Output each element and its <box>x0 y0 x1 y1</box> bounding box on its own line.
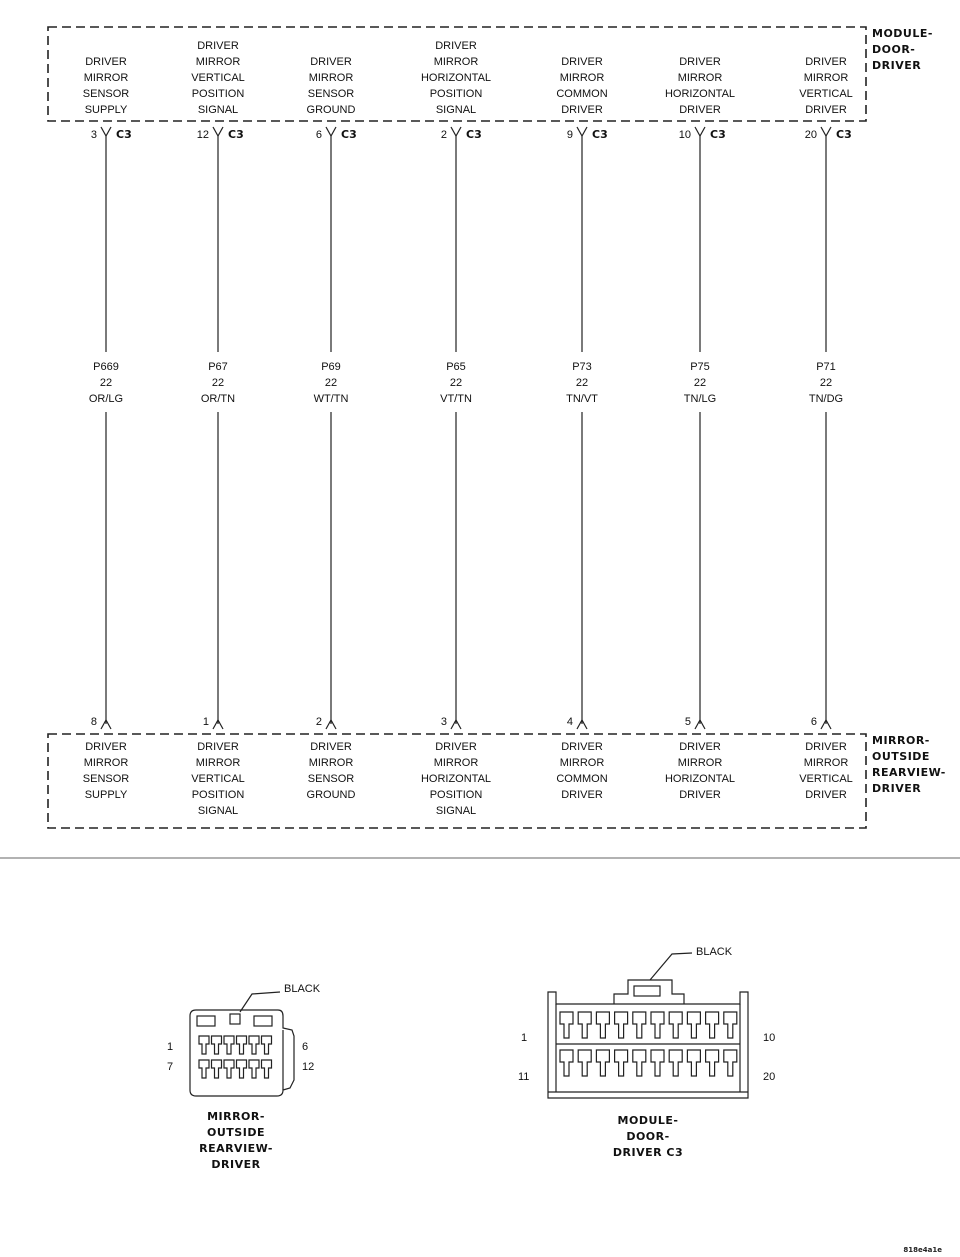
bottom-function-label: DRIVER <box>85 741 127 753</box>
mirror-pin-7-label: 7 <box>167 1061 174 1073</box>
top-module-name-2: DOOR- <box>872 43 916 56</box>
top-terminal-symbol <box>213 127 223 136</box>
wire-gauge: 22 <box>211 377 225 389</box>
bottom-function-label: DRIVER <box>561 789 603 801</box>
bottom-module-name-1: MIRROR- <box>872 734 930 747</box>
top-function-label: VERTICAL <box>191 72 245 84</box>
module-view-title-1: MODULE- <box>617 1114 679 1127</box>
top-module-name-1: MODULE- <box>872 27 933 40</box>
top-pin-number: 9 <box>566 129 573 141</box>
circuit-number: P69 <box>321 361 341 373</box>
top-function-label: POSITION <box>191 88 245 100</box>
mirror-pin-12-label: 12 <box>302 1061 315 1073</box>
bottom-pin-number: 6 <box>810 716 817 728</box>
module-pin-10-label: 10 <box>763 1032 776 1044</box>
module-cavity <box>560 1012 573 1038</box>
module-cavity <box>687 1012 700 1038</box>
top-function-label: COMMON <box>556 88 608 100</box>
bottom-function-label: MIRROR <box>677 757 723 769</box>
mirror-color-callout-line <box>240 992 280 1012</box>
module-cavity <box>615 1012 628 1038</box>
module-cavity <box>669 1012 682 1038</box>
bottom-function-label: DRIVER <box>561 741 603 753</box>
top-function-label: DRIVER <box>310 56 352 68</box>
bottom-function-label: MIRROR <box>308 757 354 769</box>
wire-gauge: 22 <box>575 377 589 389</box>
bottom-module-name-2: OUTSIDE <box>872 750 930 763</box>
mirror-view-title-2: OUTSIDE <box>207 1126 265 1139</box>
module-color-callout-line <box>650 953 692 980</box>
circuit-number: P65 <box>446 361 466 373</box>
wire-color: OR/LG <box>88 393 124 405</box>
mirror-outside-rearview-driver-title <box>872 734 946 795</box>
top-function-label: DRIVER <box>197 40 239 52</box>
circuit-6 <box>665 56 735 801</box>
top-pin-number: 20 <box>804 129 817 141</box>
mirror-color-label: BLACK <box>284 983 321 995</box>
bottom-function-label: DRIVER <box>679 789 721 801</box>
connector-id: C3 <box>466 128 482 141</box>
top-terminal-symbol <box>326 127 336 136</box>
top-function-label: SENSOR <box>82 88 130 100</box>
module-cavity <box>669 1050 682 1076</box>
top-function-label: DRIVER <box>679 56 721 68</box>
wire-color: TN/DG <box>808 393 844 405</box>
module-cavity <box>706 1050 719 1076</box>
wire-color: TN/LG <box>683 393 717 405</box>
bottom-function-label: VERTICAL <box>799 773 853 785</box>
top-pin-number: 2 <box>440 129 447 141</box>
circuit-4 <box>421 40 491 817</box>
module-pin-20-label: 20 <box>763 1071 776 1083</box>
mirror-view-title-4: DRIVER <box>211 1158 261 1171</box>
wire-gauge: 22 <box>324 377 338 389</box>
mirror-view-title-3: REARVIEW- <box>199 1142 273 1155</box>
top-function-label: DRIVER <box>435 40 477 52</box>
mirror-cavity <box>249 1036 259 1054</box>
module-cavity <box>651 1050 664 1076</box>
bottom-function-label: DRIVER <box>310 741 352 753</box>
module-color-label: BLACK <box>696 946 733 958</box>
top-function-label: SENSOR <box>307 88 355 100</box>
top-pin-number: 3 <box>90 129 97 141</box>
top-function-label: HORIZONTAL <box>420 72 492 84</box>
module-view-title-3: DRIVER C3 <box>612 1146 684 1159</box>
mirror-cavity <box>237 1036 247 1054</box>
circuit-number: P71 <box>816 361 836 373</box>
top-function-label: MIRROR <box>433 56 479 68</box>
circuit-columns <box>83 40 853 817</box>
top-pin-number: 10 <box>678 129 691 141</box>
module-connector-latch <box>614 980 684 1004</box>
bottom-pin-number: 3 <box>440 716 447 728</box>
module-c3-connector-view <box>518 946 775 1159</box>
bottom-function-label: SUPPLY <box>84 789 128 801</box>
bottom-function-label: SENSOR <box>82 773 130 785</box>
circuit-number: P75 <box>690 361 710 373</box>
bottom-function-label: SIGNAL <box>197 805 239 817</box>
top-function-label: DRIVER <box>805 104 847 116</box>
mirror-latch-right <box>254 1016 272 1026</box>
bottom-function-label: MIRROR <box>433 757 479 769</box>
module-pin-1-label: 1 <box>521 1032 528 1044</box>
top-function-label: MIRROR <box>195 56 241 68</box>
bottom-function-label: DRIVER <box>805 741 847 753</box>
wire-gauge: 22 <box>449 377 463 389</box>
figure-id: 818e4a1e <box>903 1246 942 1254</box>
bottom-function-label: DRIVER <box>435 741 477 753</box>
top-terminal-symbol <box>101 127 111 136</box>
mirror-connector-view <box>167 983 321 1171</box>
top-module-name-3: DRIVER <box>872 59 922 72</box>
circuit-number: P67 <box>208 361 228 373</box>
bottom-pin-number: 1 <box>202 716 209 728</box>
connector-id: C3 <box>592 128 608 141</box>
top-function-label: DRIVER <box>679 104 721 116</box>
bottom-function-label: POSITION <box>429 789 483 801</box>
top-function-label: MIRROR <box>677 72 723 84</box>
module-cavity <box>724 1012 737 1038</box>
circuit-number: P669 <box>93 361 119 373</box>
module-connector-latch-slot <box>634 986 660 996</box>
module-connector-body <box>548 992 748 1098</box>
top-function-label: HORIZONTAL <box>664 88 736 100</box>
module-cavity <box>651 1012 664 1038</box>
mirror-cavity <box>199 1036 209 1054</box>
bottom-pin-number: 2 <box>315 716 322 728</box>
connector-id: C3 <box>710 128 726 141</box>
mirror-cavities <box>199 1036 272 1078</box>
mirror-latch-left <box>197 1016 215 1026</box>
circuit-1 <box>83 56 132 801</box>
connector-id: C3 <box>836 128 852 141</box>
bottom-function-label: VERTICAL <box>191 773 245 785</box>
top-function-label: DRIVER <box>561 104 603 116</box>
bottom-function-label: DRIVER <box>805 789 847 801</box>
top-function-label: DRIVER <box>561 56 603 68</box>
module-pin-11-label: 11 <box>518 1071 530 1083</box>
top-terminal-symbol <box>577 127 587 136</box>
bottom-function-label: DRIVER <box>197 741 239 753</box>
top-function-label: SUPPLY <box>84 104 128 116</box>
bottom-pin-number: 5 <box>684 716 691 728</box>
bottom-function-label: SIGNAL <box>435 805 477 817</box>
wire-color: VT/TN <box>440 393 472 405</box>
module-cavity <box>578 1012 591 1038</box>
connector-id: C3 <box>341 128 357 141</box>
bottom-function-label: HORIZONTAL <box>420 773 492 785</box>
top-function-label: MIRROR <box>308 72 354 84</box>
module-cavity <box>596 1012 609 1038</box>
module-cavity <box>633 1012 646 1038</box>
module-cavity <box>687 1050 700 1076</box>
module-cavity <box>633 1050 646 1076</box>
mirror-cavity <box>224 1036 234 1054</box>
circuit-number: P73 <box>572 361 592 373</box>
circuit-7 <box>799 56 853 801</box>
bottom-function-label: GROUND <box>306 789 356 801</box>
mirror-pin-1-label: 1 <box>167 1041 174 1053</box>
top-pin-number: 12 <box>196 129 209 141</box>
bottom-module-name-3: REARVIEW- <box>872 766 946 779</box>
mirror-view-title-1: MIRROR- <box>207 1110 265 1123</box>
circuit-3 <box>307 56 357 801</box>
top-function-label: MIRROR <box>559 72 605 84</box>
bottom-function-label: DRIVER <box>679 741 721 753</box>
top-function-label: DRIVER <box>85 56 127 68</box>
bottom-function-label: HORIZONTAL <box>664 773 736 785</box>
circuit-2 <box>191 40 245 817</box>
bottom-module-name-4: DRIVER <box>872 782 922 795</box>
top-pin-number: 6 <box>315 129 322 141</box>
mirror-key <box>230 1014 240 1024</box>
top-function-label: VERTICAL <box>799 88 853 100</box>
connector-id: C3 <box>228 128 244 141</box>
module-cavity <box>578 1050 591 1076</box>
bottom-pin-number: 8 <box>90 716 97 728</box>
wire-color: TN/VT <box>566 393 598 405</box>
top-function-label: SIGNAL <box>435 104 477 116</box>
module-cavity <box>706 1012 719 1038</box>
top-terminal-symbol <box>821 127 831 136</box>
bottom-function-label: SENSOR <box>307 773 355 785</box>
mirror-cavity <box>199 1060 209 1078</box>
bottom-function-label: COMMON <box>556 773 608 785</box>
module-cavity <box>596 1050 609 1076</box>
wire-gauge: 22 <box>819 377 833 389</box>
module-cavity <box>724 1050 737 1076</box>
mirror-cavity <box>237 1060 247 1078</box>
module-door-driver-title <box>872 27 933 72</box>
mirror-pin-6-label: 6 <box>302 1041 309 1053</box>
bottom-function-label: MIRROR <box>195 757 241 769</box>
mirror-cavity <box>224 1060 234 1078</box>
bottom-function-label: MIRROR <box>803 757 849 769</box>
mirror-cavity <box>262 1036 272 1054</box>
bottom-function-label: MIRROR <box>83 757 129 769</box>
bottom-pin-number: 4 <box>566 716 573 728</box>
top-function-label: SIGNAL <box>197 104 239 116</box>
module-cavity <box>560 1050 573 1076</box>
module-view-title-2: DOOR- <box>626 1130 670 1143</box>
wire-color: OR/TN <box>200 393 236 405</box>
mirror-cavity <box>212 1036 222 1054</box>
mirror-cavity <box>262 1060 272 1078</box>
top-terminal-symbol <box>451 127 461 136</box>
circuit-5 <box>556 56 607 801</box>
wire-color: WT/TN <box>313 393 349 405</box>
wire-gauge: 22 <box>99 377 113 389</box>
mirror-cavity <box>249 1060 259 1078</box>
top-function-label: GROUND <box>306 104 356 116</box>
top-terminal-symbol <box>695 127 705 136</box>
top-function-label: POSITION <box>429 88 483 100</box>
top-function-label: DRIVER <box>805 56 847 68</box>
connector-id: C3 <box>116 128 132 141</box>
bottom-function-label: POSITION <box>191 789 245 801</box>
wire-gauge: 22 <box>693 377 707 389</box>
top-function-label: MIRROR <box>83 72 129 84</box>
top-function-label: MIRROR <box>803 72 849 84</box>
module-cavity <box>615 1050 628 1076</box>
bottom-function-label: MIRROR <box>559 757 605 769</box>
mirror-cavity <box>212 1060 222 1078</box>
